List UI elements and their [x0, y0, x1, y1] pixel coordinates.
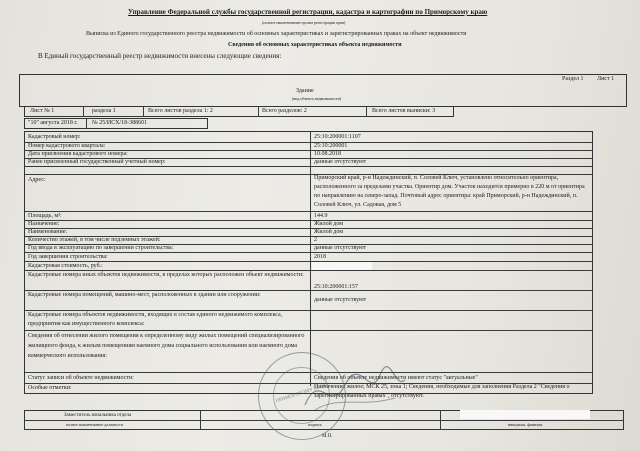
row-value-quarter: 25:10:200001: [314, 143, 348, 149]
row-value-name: Жилой дом: [314, 229, 344, 235]
row-label-completion-year: Год завершения строительства:: [28, 254, 108, 260]
section-title: Сведения об основных характеристиках объекта недвижимости: [228, 42, 402, 48]
agency-name: Управление Федеральной службы государственной регистрации, кадастра и картографии по Приморскому краю: [128, 8, 488, 16]
row-value-previous-number: данные отсутствуют: [314, 159, 367, 165]
row-label-name: Наименование:: [28, 229, 68, 235]
row-label-housing-fund: Сведения об отнесении жилого помещения к определенному виду жилых помещений специализированного жилищного фонда, к жилым помещениям наемного дома социального использования или наемного дома коммерческого использования:: [28, 333, 305, 359]
agency-caption: (полное наименование органа регистрации прав): [262, 20, 346, 25]
total-sheets: Всего листов выписки: 3: [372, 108, 436, 114]
object-type: Здание: [296, 88, 314, 94]
object-type-caption: (вид объекта недвижимости): [292, 96, 342, 101]
stamp-text: ПРИМОРСКОМУ КРАЮ: [275, 382, 329, 405]
row-label-special-notes: Особые отметки:: [28, 385, 72, 391]
redacted-name: [460, 410, 590, 419]
row-value-purpose: Жилой дом: [314, 221, 344, 227]
position-caption: полное наименование должности: [66, 422, 123, 427]
row-label-assign-date: Дата присвоения кадастрового номера:: [28, 151, 128, 157]
row-label-cadastral-value: Кадастровая стоимость, руб.:: [28, 263, 103, 269]
section-number: раздела 1: [92, 108, 116, 114]
extract-number: № 25/ИСХ/18-388601: [92, 120, 148, 126]
row-label-address: Адрес:: [28, 177, 46, 183]
row-value-record-status: Сведения об объекте недвижимости имеют статус "актуальные": [314, 375, 478, 381]
extract-title: Выписка из Единого государственного реестра недвижимости об основных характеристиках и зарегистрированных правах на объект недвижимости: [86, 31, 467, 37]
row-value-parent-objects: 25:10:200001:157: [314, 284, 359, 290]
row-label-cadastral-number: Кадастровый номер:: [28, 134, 81, 140]
row-value-special-notes: Назначение: жилое; МСК 25, зона 1; Сведения, необходимые для заполнения Раздела 2 "Сведения о зарегистрированных правах", отсутствуют.: [314, 384, 570, 399]
handwritten-signature: [300, 360, 410, 420]
extract-date: "10" августа 2018 г.: [28, 120, 78, 126]
row-value-assign-date: 10.08.2018: [314, 151, 341, 157]
sheet-number: Лист № 1: [30, 108, 55, 114]
name-caption: инициалы, фамилия: [508, 422, 543, 427]
row-value-premises: данные отсутствуют: [314, 297, 367, 303]
row-label-purpose: Назначение:: [28, 221, 60, 227]
row-value-commissioning-year: данные отсутствуют: [314, 245, 367, 251]
row-label-previous-number: Ранее присвоенный государственный учетный номер:: [28, 159, 166, 165]
row-label-complex: Кадастровые номера объектов недвижимости, входящих в состав единого недвижимого комплекса, предприятия как имущественного комплекса:: [28, 312, 283, 327]
row-label-commissioning-year: Год ввода в эксплуатацию по завершении строительства:: [28, 245, 174, 251]
row-label-premises: Кадастровые номера помещений, машино-мест, расположенных в здании или сооружении:: [28, 292, 261, 298]
section-label: Раздел 1: [562, 76, 584, 82]
row-label-area: Площадь, м²:: [28, 213, 62, 219]
signature-caption: подпись: [308, 422, 322, 427]
row-value-area: 144.9: [314, 213, 328, 219]
row-label-parent-objects: Кадастровые номера иных объектов недвижимости, в пределах которых расположен объект недвижимости:: [28, 272, 304, 278]
row-value-cadastral-number: 25:10:200001:1107: [314, 134, 361, 140]
sheet-label: Лист 1: [597, 76, 615, 82]
total-sheets-section: Всего листов раздела 1: 2: [148, 108, 213, 114]
signatory-position: Заместитель начальника отдела: [64, 413, 132, 418]
row-label-floors: Количество этажей, в том числе подземных этажей:: [28, 237, 161, 243]
object-header-box: [19, 74, 627, 107]
row-value-address: Приморский край, р-н Надеждинский, п. Соловей Ключ, установлено относительно ориентира, расположенного за пределами участка. Ориентир дом. Участок находится примерно в 220 м от ориентира по направлению на северо-запад. Почтовый адрес ориентира: край Приморский, р-н Надеждинский, п. Соловей Ключ, ул. Садовая, дом 5: [314, 175, 585, 208]
seal-place-mark: М.П.: [322, 434, 333, 439]
row-value-floors: 2: [314, 237, 317, 243]
row-label-record-status: Статус записи об объекте недвижимости:: [28, 375, 134, 381]
row-value-completion-year: 2018: [314, 254, 326, 260]
row-label-quarter: Номер кадастрового квартала:: [28, 143, 106, 149]
total-sections: Всего разделов: 2: [262, 108, 307, 114]
redacted-cadastral-value: [312, 262, 372, 270]
intro-text: В Единый государственный реестр недвижимости внесены следующие сведения:: [38, 52, 282, 60]
